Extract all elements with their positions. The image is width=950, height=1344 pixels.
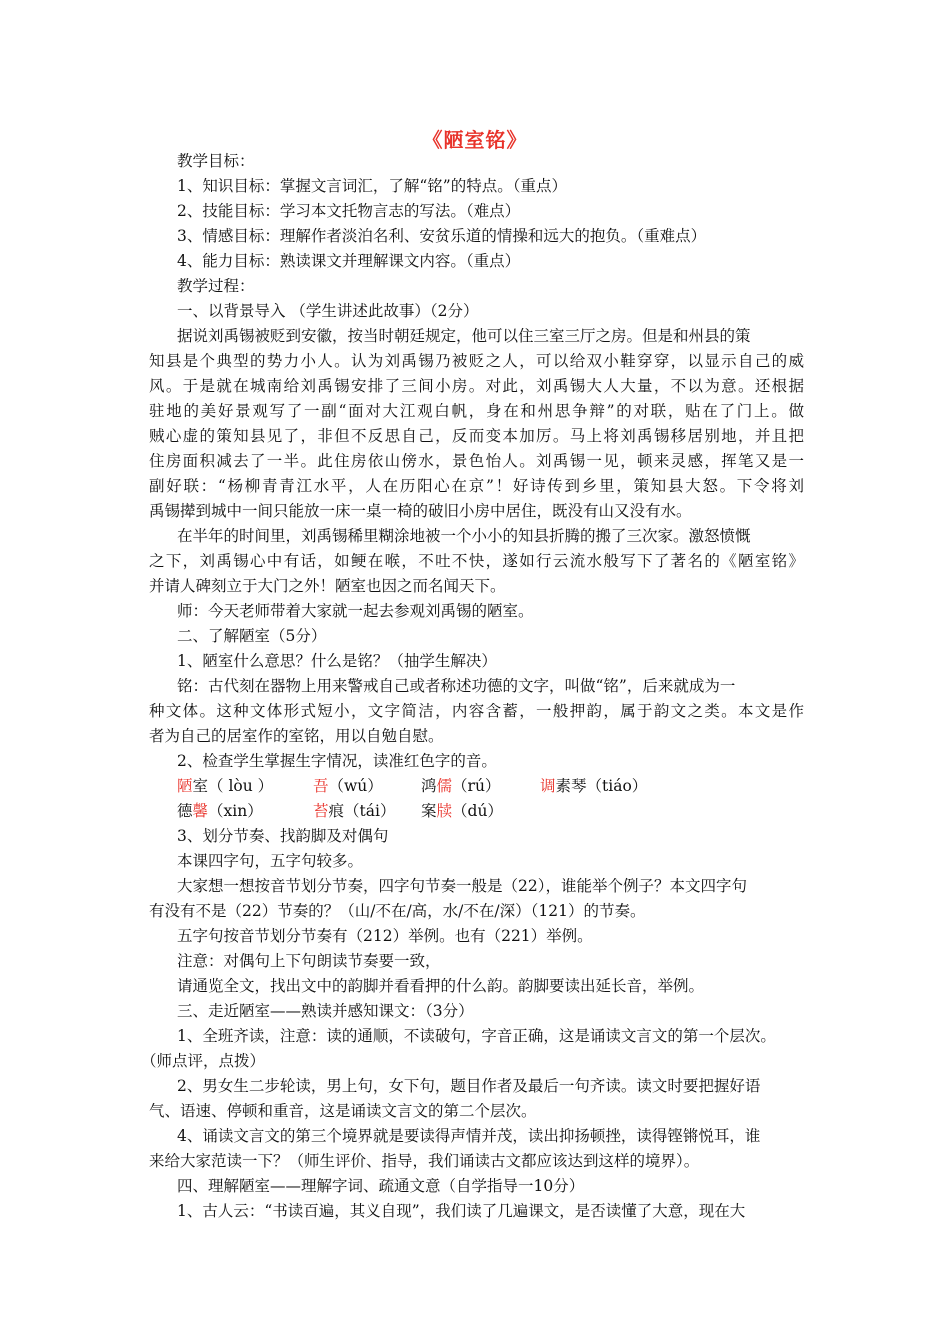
paragraph-line: 在半年的时间里，刘禹锡稀里糊涂地被一个小小的知县折腾的搬了三次家。激怒愤慨 xyxy=(177,527,751,545)
vocab-pinyin: （tái） xyxy=(344,802,396,820)
paragraph-line: 种文体。这种文体形式短小，文字简洁，内容含蓄，一般押韵，属于韵文之类。本文是作 xyxy=(149,702,804,720)
vocab-pinyin: （ lòu ） xyxy=(208,777,274,795)
vocab-rest: 素琴 xyxy=(555,777,587,795)
vocab-item xyxy=(540,776,647,796)
vocab-item xyxy=(421,776,500,796)
vocab-red-char: 陋 xyxy=(177,777,193,795)
paragraph-line: 铭：古代刻在器物上用来警戒自己或者称述功德的文字，叫做“铭”，后来就成为一 xyxy=(177,677,736,695)
vocab-item xyxy=(313,776,383,796)
paragraph-line: 本课四字句，五字句较多。 xyxy=(177,852,364,870)
paragraph-line: 者为自己的居室作的室铭，用以自勉自慰。 xyxy=(149,727,444,745)
vocab-rest: 痕 xyxy=(328,802,345,820)
paragraph-line: 1、古人云：“书读百遍，其义自现”，我们读了几遍课文，是否读懂了大意，现在大 xyxy=(177,1202,746,1220)
objective-knowledge: 1、知识目标：掌握文言词汇，了解“铭”的特点。（重点） xyxy=(177,177,567,195)
paragraph-line: 并请人碑刻立于大门之外！陋室也因之而名闻天下。 xyxy=(149,577,506,595)
paragraph-line: 气、语速、停顿和重音，这是诵读文言文的第二个层次。 xyxy=(149,1102,537,1120)
heading-background: 一、以背景导入 （学生讲述此故事）（2分） xyxy=(177,302,479,320)
paragraph-line: 五字句按音节划分节奏有（212）举例。也有（221）举例。 xyxy=(177,927,593,945)
heading-comprehend: 四、理解陋室——理解字词、疏通文意（自学指导一10分） xyxy=(177,1177,585,1195)
paragraph-line: 4、诵读文言文的第三个境界就是要读得声情并茂，读出抑扬顿挫，读得铿锵悦耳，谁 xyxy=(177,1127,761,1145)
vocab-pinyin: （tiáo） xyxy=(586,777,648,795)
paragraph-line: 之下，刘禹锡心中有话，如鲠在喉，不吐不快，遂如行云流水般写下了著名的《陋室铭》 xyxy=(149,552,804,570)
paragraph-line: 2、男女生二步轮读，男上句，女下句，题目作者及最后一句齐读。读文时要把握好语 xyxy=(177,1077,761,1095)
section-heading-process: 教学过程： xyxy=(177,277,255,295)
paragraph-line: 住房面积减去了一半。此住房依山傍水，景色怡人。刘禹锡一见，顿来灵感，挥笔又是一 xyxy=(149,452,804,470)
paragraph-line: 贼心虚的策知县见了，非但不反思自己，反而变本加厉。马上将刘禹锡移居别地，并且把 xyxy=(149,427,804,445)
paragraph-line: （师点评，点拨） xyxy=(141,1052,266,1070)
vocab-item xyxy=(313,801,395,821)
teacher-line: 师：今天老师带着大家就一起去参观刘禹锡的陋室。 xyxy=(177,602,534,620)
paragraph-line: 知县是个典型的势力小人。认为刘禹锡乃被贬之人，可以给双小鞋穿穿，以显示自己的威 xyxy=(149,352,804,370)
paragraph-line: 大家想一想按音节划分节奏，四字句节奏一般是（22），谁能举个例子？本文四字句 xyxy=(177,877,747,895)
vocab-pre: 案 xyxy=(421,802,437,820)
paragraph-line: 来给大家范读一下？（师生评价、指导，我们诵读古文都应该达到这样的境界）。 xyxy=(149,1152,700,1170)
paragraph-line: 禹锡撵到城中一间只能放一床一桌一椅的破旧小房中居住，既没有山又没有水。 xyxy=(149,502,692,520)
paragraph-line: 请通览全文，找出文中的韵脚并看看押的什么韵。韵脚要读出延长音，举例。 xyxy=(177,977,705,995)
vocab-pinyin: （rú） xyxy=(452,777,501,795)
question-line: 1、陋室什么意思？什么是铭？（抽学生解决） xyxy=(177,652,497,670)
vocab-red-char: 吾 xyxy=(313,777,329,795)
vocab-red-char: 牍 xyxy=(436,802,453,820)
objective-skill: 2、技能目标：学习本文托物言志的写法。（难点） xyxy=(177,202,521,220)
paragraph-line: 有没有不是（22）节奏的？（山/不在/高，水/不在/深）（121）的节奏。 xyxy=(149,902,646,920)
vocab-red-char: 苔 xyxy=(313,802,329,820)
paragraph-line: 据说刘禹锡被贬到安徽，按当时朝廷规定，他可以住三室三厅之房。但是和州县的策 xyxy=(177,327,751,345)
paragraph-line: 注意：对偶句上下句朗读节奏要一致， xyxy=(177,952,441,970)
question-line: 3、划分节奏、找韵脚及对偶句 xyxy=(177,827,389,845)
vocab-red-char: 调 xyxy=(540,777,556,795)
paragraph-line: 驻地的美好景观写了一副“面对大江观白帆，身在和州思争辩”的对联，贴在了门上。做 xyxy=(149,402,804,420)
vocab-pre: 鸿 xyxy=(421,777,437,795)
vocab-pinyin: （xin） xyxy=(208,802,263,820)
section-heading-objectives: 教学目标： xyxy=(177,152,255,170)
vocab-item xyxy=(421,801,503,821)
vocab-item xyxy=(177,801,263,821)
document-title: 《陋室铭》 xyxy=(422,128,528,152)
vocab-rest: 室 xyxy=(192,777,209,795)
paragraph-line: 副好联：“杨柳青青江水平，人在历阳心在京”！好诗传到乡里，策知县大怒。下令将刘 xyxy=(149,477,804,495)
vocab-pinyin: （wú） xyxy=(328,777,383,795)
paragraph-line: 风。于是就在城南给刘禹锡安排了三间小房。对此，刘禹锡大人大量，不以为意。还根据 xyxy=(149,377,804,395)
vocab-pre: 德 xyxy=(177,802,193,820)
vocab-pinyin: （dú） xyxy=(452,802,503,820)
vocab-item xyxy=(177,776,273,796)
objective-ability: 4、能力目标：熟读课文并理解课文内容。（重点） xyxy=(177,252,521,270)
paragraph-line: 1、全班齐读，注意：读的通顺，不读破句，字音正确，这是诵读文言文的第一个层次。 xyxy=(177,1027,776,1045)
vocab-red-char: 馨 xyxy=(192,802,209,820)
vocab-red-char: 儒 xyxy=(436,777,453,795)
heading-approach: 三、走近陋室——熟读并感知课文：（3分） xyxy=(177,1002,474,1020)
heading-understand: 二、了解陋室（5分） xyxy=(177,627,327,645)
question-line: 2、检查学生掌握生字情况，读准红色字的音。 xyxy=(177,752,497,770)
objective-emotion: 3、情感目标：理解作者淡泊名利、安贫乐道的情操和远大的抱负。（重难点） xyxy=(177,227,707,245)
